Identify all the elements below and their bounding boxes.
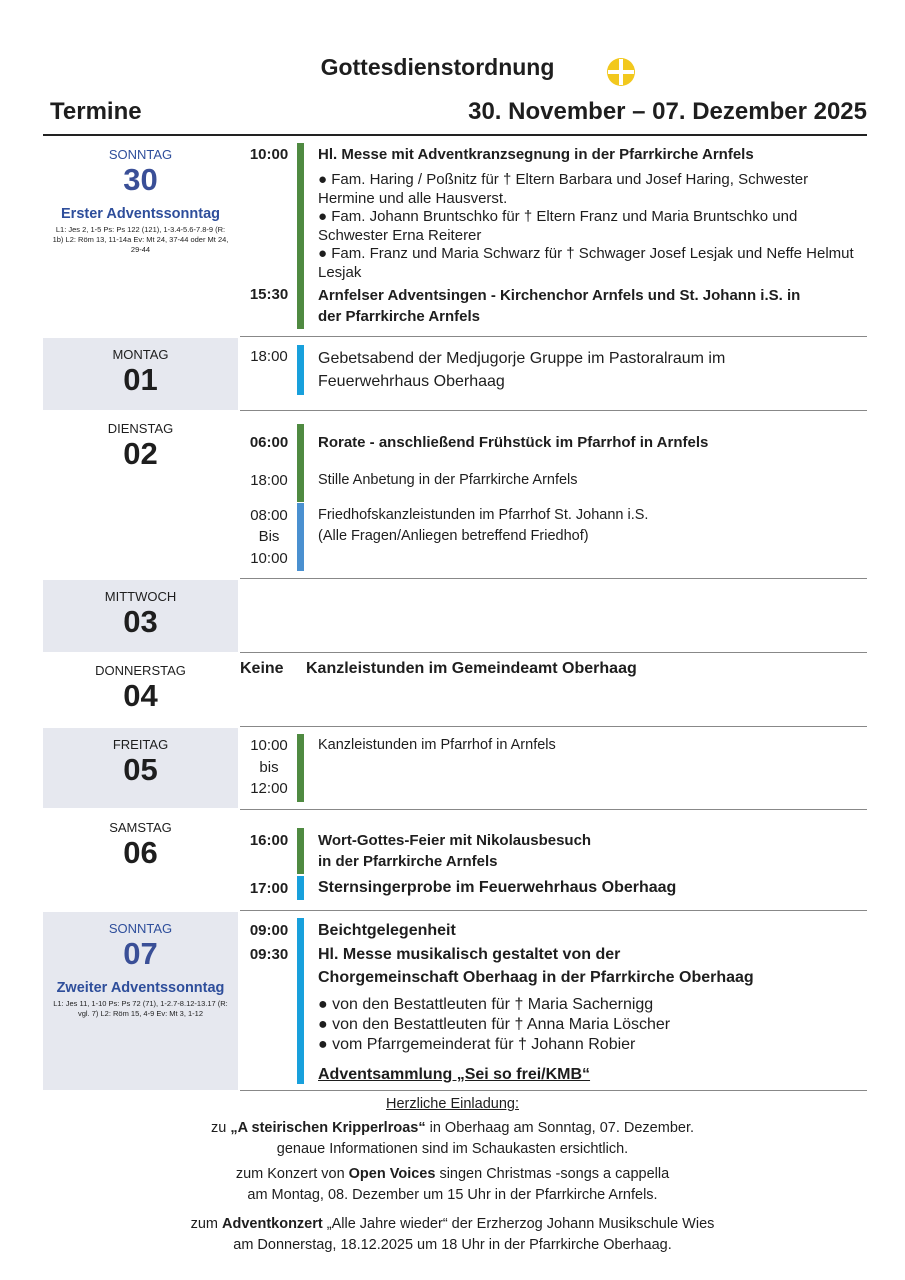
day-monday-01 [43, 338, 238, 410]
cross-logo-icon [605, 56, 637, 88]
event-title: Gebetsabend der Medjugorje Gruppe im Pastoralraum im Feuerwehrhaus Oberhaag [318, 350, 726, 390]
event-title: Beichtgelegenheit [318, 922, 456, 939]
event-title: Stille Anbetung in der Pfarrkirche Arnfels [318, 472, 578, 488]
intention-item: ● von den Bestattleuten für † Anna Maria Löscher [318, 1016, 671, 1033]
row-divider [240, 726, 867, 727]
day-number: 03 [123, 604, 158, 639]
day-of-week: MONTAG [112, 347, 169, 362]
event-time-bis: bis [259, 759, 279, 776]
invite-open-voices: zum Konzert von Open Voices singen Christmas -songs a cappella [235, 1166, 670, 1182]
event-title: Hl. Messe mit Adventkranzsegnung in der Pfarrkirche Arnfels [318, 146, 754, 163]
row-divider [240, 336, 867, 337]
day-saturday-06 [43, 811, 238, 909]
event-title-line2: Chorgemeinschaft Oberhaag in der Pfarrkirche Oberhaag [318, 969, 754, 986]
event-time: 09:30 [249, 946, 289, 963]
header-divider [43, 134, 867, 136]
event-time: 06:00 [249, 434, 289, 451]
invite-kripperlroas-info: genaue Informationen sind im Schaukasten ersichtlich. [276, 1141, 629, 1157]
intention-item: ● vom Pfarrgemeinderat für † Johann Robier [318, 1036, 636, 1053]
event-color-bar [297, 345, 304, 395]
event-time-bis: Bis [258, 528, 280, 545]
day-number: 06 [123, 835, 158, 870]
invite-open-voices-date: am Montag, 08. Dezember um 15 Uhr in der Pfarrkirche Arnfels. [247, 1187, 658, 1203]
lectionary-readings: L1: Jes 11, 1-10 Ps: Ps 72 (71), 1-2.7-8.12-13.17 (R: vgl. 7) L2: Röm 15, 4-9 Ev: Mt 3, 1-12 [53, 999, 228, 1018]
day-friday-05 [43, 728, 238, 808]
event-color-bar [297, 734, 304, 802]
event-color-bar [297, 143, 304, 329]
day-of-week: DIENSTAG [107, 421, 174, 436]
event-time-end: 12:00 [250, 780, 288, 797]
event-title: Rorate - anschließend Frühstück im Pfarrhof in Arnfels [318, 434, 709, 451]
day-number: 04 [123, 678, 158, 713]
keine-label: Keine [240, 660, 284, 677]
event-color-bar [297, 918, 304, 1084]
event-color-bar [297, 503, 304, 571]
day-of-week: SONNTAG [108, 147, 173, 162]
day-of-week: MITTWOCH [104, 589, 177, 604]
event-color-bar [297, 876, 304, 900]
event-title: Kanzleistunden im Gemeindeamt Oberhaag [306, 660, 637, 677]
event-title: Wort-Gottes-Feier mit Nikolausbesuch [318, 832, 592, 849]
day-of-week: SONNTAG [108, 921, 173, 936]
invitation-heading: Herzliche Einladung: [386, 1096, 519, 1112]
lectionary-readings: L1: Jes 2, 1-5 Ps: Ps 122 (121), 1-3.4-5.6-7.8-9 (R: 1b) L2: Röm 13, 11-14a Ev: Mt 24, 37-44 oder Mt 24, 29-44 [52, 225, 229, 254]
event-title: Hl. Messe musikalisch gestaltet von der [318, 946, 621, 963]
event-color-bar [297, 424, 304, 502]
day-of-week: SAMSTAG [109, 820, 172, 835]
row-divider [240, 910, 867, 911]
day-tuesday-02 [43, 412, 238, 578]
event-time-end: 10:00 [250, 550, 288, 567]
event-title: Friedhofskanzleistunden im Pfarrhof St. Johann i.S. [318, 507, 649, 523]
day-sunday-07 [43, 912, 238, 1090]
day-number: 05 [123, 752, 158, 787]
day-number: 30 [123, 162, 158, 197]
invite-adventkonzert: zum Adventkonzert „Alle Jahre wieder“ der Erzherzog Johann Musikschule Wies [190, 1216, 715, 1232]
day-number: 02 [123, 436, 158, 471]
event-title: Sternsingerprobe im Feuerwehrhaus Oberhaag [318, 879, 677, 896]
row-divider [240, 1090, 867, 1091]
termine-heading: Termine [50, 98, 142, 125]
day-of-week: FREITAG [112, 737, 169, 752]
document-title: Gottesdienstordnung [320, 54, 555, 80]
liturgical-day-name: Zweiter Adventssonntag [56, 980, 225, 996]
event-time: 16:00 [249, 832, 289, 849]
day-of-week: DONNERSTAG [95, 663, 186, 678]
event-color-bar [297, 828, 304, 874]
day-thursday-04 [43, 654, 238, 726]
day-sunday-30 [43, 138, 238, 334]
event-title-line2: in der Pfarrkirche Arnfels [318, 853, 498, 870]
intention-item: ● von den Bestattleuten für † Maria Sachernigg [318, 996, 654, 1013]
intention-item: ● Fam. Haring / Poßnitz für † Eltern Barbara und Josef Haring, Schwester Hermine und alle Hausverst. [318, 171, 809, 207]
liturgical-day-name: Erster Adventssonntag [61, 206, 220, 222]
day-wednesday-03 [43, 580, 238, 652]
date-range: 30. November – 07. Dezember 2025 [468, 98, 867, 125]
event-time: 18:00 [250, 472, 288, 489]
intention-item: ● Fam. Johann Bruntschko für † Eltern Franz und Maria Bruntschko und Schwester Erna Reiterer [318, 208, 798, 244]
event-time-start: 10:00 [250, 737, 288, 754]
event-time: 17:00 [249, 880, 289, 897]
event-time: 15:30 [249, 286, 289, 303]
event-title: Arnfelser Adventsingen - Kirchenchor Arnfels und St. Johann i.S. in der Pfarrkirche Arnfels [318, 287, 801, 325]
event-title: Kanzleistunden im Pfarrhof in Arnfels [318, 737, 556, 753]
event-time: 18:00 [250, 348, 288, 365]
row-divider [240, 410, 867, 411]
row-divider [240, 578, 867, 579]
intention-item: ● Fam. Franz und Maria Schwarz für † Schwager Josef Lesjak und Neffe Helmut Lesjak [318, 245, 854, 281]
collection-notice: Adventsammlung „Sei so frei/KMB“ [318, 1066, 591, 1083]
day-number: 07 [123, 936, 158, 971]
invite-kripperlroas: zu „A steirischen Kripperlroas“ in Oberhaag am Sonntag, 07. Dezember. [210, 1120, 695, 1136]
event-time: 10:00 [249, 146, 289, 163]
day-number: 01 [123, 362, 158, 397]
row-divider [240, 809, 867, 810]
event-time-start: 08:00 [250, 507, 288, 524]
event-note: (Alle Fragen/Anliegen betreffend Friedhof) [318, 528, 589, 544]
invite-adventkonzert-date: am Donnerstag, 18.12.2025 um 18 Uhr in der Pfarrkirche Oberhaag. [233, 1237, 672, 1253]
event-time: 09:00 [249, 922, 289, 939]
row-divider [240, 652, 867, 653]
